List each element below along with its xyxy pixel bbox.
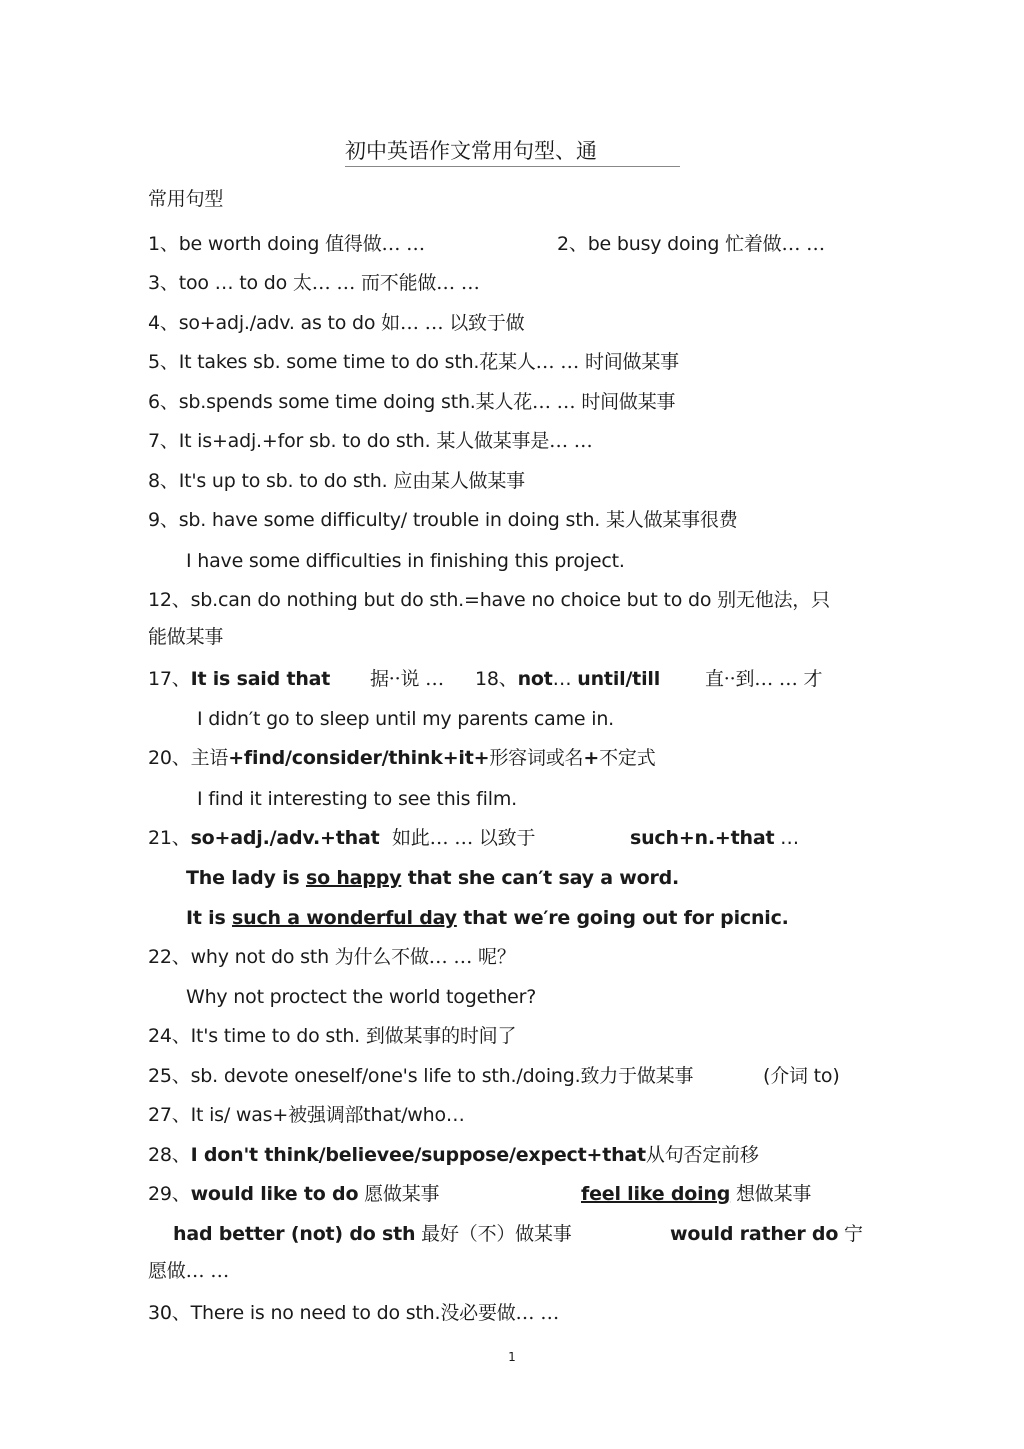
zh-text: 忙着做… … (725, 233, 825, 255)
en-text: 27、It is/ was+ (148, 1104, 289, 1126)
en-text: 22、why not do sth (148, 946, 335, 968)
sentence-25 (148, 1063, 693, 1089)
example-21b (186, 905, 789, 931)
en-text: 4、so+adj./adv. as to do (148, 312, 382, 334)
sentence-25-note: (介词 to) (763, 1065, 840, 1087)
zh-text: 从句否定前移 (645, 1144, 759, 1166)
underlined-phrase: such a wonderful day (232, 907, 457, 929)
sentence-17 (148, 666, 330, 692)
en-text: 24、It's time to do sth. (148, 1025, 366, 1047)
en-bold: would like to do (190, 1183, 359, 1205)
sentence-21 (148, 825, 379, 851)
page-number: 1 (508, 1350, 516, 1364)
sentence-21-such (630, 825, 799, 851)
zh-text: 不定式 (599, 747, 656, 769)
zh-text: 被强调部 (288, 1104, 364, 1126)
zh-text: 愿做某事 (364, 1183, 440, 1205)
zh-text: 宁 (844, 1223, 863, 1245)
sentence-30 (148, 1300, 559, 1326)
en-bold: + (583, 747, 600, 769)
sentence-5 (148, 349, 679, 375)
en-text: 2、be busy doing (557, 233, 726, 255)
en-text: 30、There is no need to do sth. (148, 1302, 441, 1324)
sentence-28 (148, 1142, 759, 1168)
en-text: 9、sb. have some difficulty/ trouble in doing sth. (148, 509, 606, 531)
sentence-12 (148, 587, 830, 613)
ellipsis: … (552, 668, 578, 690)
sentence-3 (148, 270, 480, 296)
zh-text: 没必要做… … (440, 1302, 559, 1324)
sentence-1 (148, 231, 425, 257)
example-21a (186, 865, 679, 891)
num-29: 29、 (148, 1183, 191, 1205)
sentence-8 (148, 468, 525, 494)
en-text: 3、too … to do (148, 272, 293, 294)
en-text: 12、sb.can do nothing but do sth.=have no choice but to do (148, 589, 718, 611)
zh-text: 主语 (190, 747, 229, 769)
en-bold: not (517, 668, 553, 690)
en-bold: The lady is (186, 867, 306, 889)
zh-text: 某人花… … 时间做某事 (475, 391, 676, 413)
sentence-6 (148, 389, 675, 415)
en-bold: until/till (577, 668, 661, 690)
sentence-24 (148, 1023, 516, 1049)
en-bold: It is (186, 907, 233, 929)
en-bold: It is said that (190, 668, 331, 690)
zh-text: 想做某事 (735, 1183, 812, 1205)
sentence-29 (148, 1181, 439, 1207)
sentence-2 (557, 231, 825, 257)
zh-text: 值得做… … (325, 233, 425, 255)
sentence-17-zh: 据··说 … (370, 668, 444, 690)
example-22: Why not proctect the world together? (186, 986, 537, 1008)
zh-text: 别无他法，只 (717, 589, 830, 611)
sentence-20 (148, 745, 656, 771)
section-heading: 常用句型 (148, 188, 224, 210)
sentence-12-cont: 能做某事 (148, 626, 224, 648)
ellipsis: … (774, 827, 799, 849)
zh-text: 花某人… … 时间做某事 (479, 351, 679, 373)
page-title: 初中英语作文常用句型、通 (345, 136, 680, 167)
sentence-9 (148, 507, 738, 533)
en-bold: so+adj./adv.+that (190, 827, 380, 849)
en-text: 5、It takes sb. some time to do sth. (148, 351, 480, 373)
sentence-18 (475, 666, 660, 692)
example-20: I find it interesting to see this film. (197, 788, 517, 810)
num-21: 21、 (148, 827, 191, 849)
sentence-29-feel (581, 1181, 811, 1207)
zh-text: 致力于做某事 (580, 1065, 694, 1087)
en-bold: +find/consider/think+it+ (228, 747, 490, 769)
en-bold: would rather do (670, 1223, 839, 1245)
en-bold: I don't think/believee/suppose/expect+that (190, 1144, 646, 1166)
example-18: I didn′t go to sleep until my parents came in. (197, 708, 615, 730)
num-17: 17、 (148, 668, 191, 690)
sentence-27 (148, 1102, 465, 1128)
zh-text: 形容词或名 (489, 747, 584, 769)
en-text: 1、be worth doing (148, 233, 326, 255)
zh-text: 如… … 以致于做 (381, 312, 525, 334)
underlined-phrase: feel like doing (581, 1183, 731, 1205)
zh-text: 某人做某事是… … (436, 430, 593, 452)
en-text: 7、It is+adj.+for sb. to do sth. (148, 430, 437, 452)
en-bold: had better (not) do sth (173, 1223, 416, 1245)
sentence-4 (148, 310, 524, 336)
zh-text: 应由某人做某事 (393, 470, 525, 492)
en-text: 6、sb.spends some time doing sth. (148, 391, 476, 413)
zh-text: 为什么不做… … 呢？ (334, 946, 516, 968)
sentence-would-rather (670, 1221, 863, 1247)
en-bold: that she can′t say a word. (401, 867, 680, 889)
sentence-18-zh: 直··到… … 才 (705, 668, 823, 690)
en-text: 8、It's up to sb. to do sth. (148, 470, 394, 492)
zh-text: 到做某事的时间了 (365, 1025, 517, 1047)
en-text: that/who… (363, 1104, 465, 1126)
sentence-21-zh: 如此… … 以致于 (392, 827, 536, 849)
sentence-had-better (173, 1221, 572, 1247)
num-18: 18、 (475, 668, 518, 690)
zh-text: 某人做某事很费 (605, 509, 738, 531)
num-28: 28、 (148, 1144, 191, 1166)
sentence-22 (148, 944, 516, 970)
zh-text: 太… … 而不能做… … (292, 272, 480, 294)
example-9: I have some difficulties in finishing this project. (186, 550, 625, 572)
en-bold: that we′re going out for picnic. (456, 907, 789, 929)
underlined-phrase: so happy (305, 867, 402, 889)
en-bold: such+n.+that (630, 827, 775, 849)
zh-text: 最好（不）做某事 (421, 1223, 572, 1245)
sentence-would-rather-cont: 愿做… … (148, 1260, 230, 1282)
en-text: 25、sb. devote oneself/one's life to sth./doing. (148, 1065, 581, 1087)
sentence-7 (148, 428, 593, 454)
num-20: 20、 (148, 747, 191, 769)
